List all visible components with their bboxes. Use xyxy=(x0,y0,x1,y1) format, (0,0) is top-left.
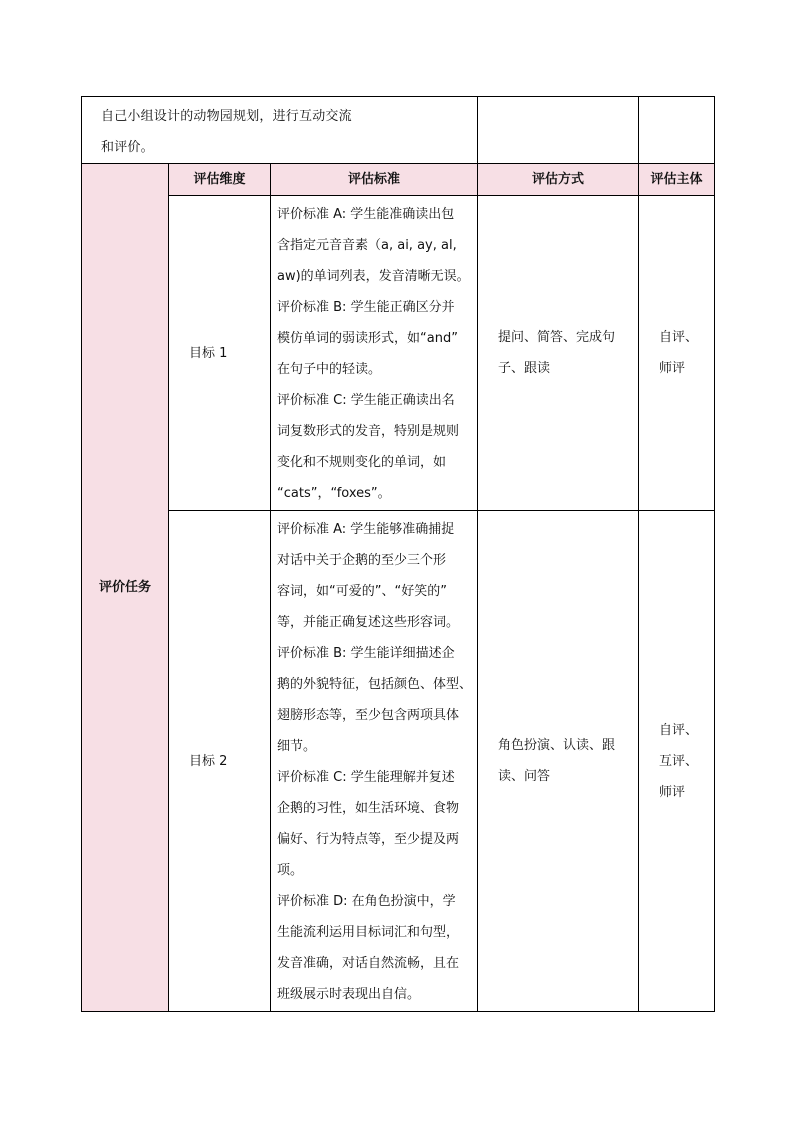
criteria-line: 企鹅的习性，如生活环境、食物 xyxy=(277,801,460,816)
subject-line: 师评 xyxy=(659,784,686,800)
criteria-line: 评价标准 A: 学生能准确读出包 xyxy=(277,207,455,222)
header-criteria: 评估标准 xyxy=(271,164,478,196)
section-label: 评价任务 xyxy=(82,164,169,1012)
criteria-line: aw)的单词列表，发音清晰无误。 xyxy=(277,269,470,284)
criteria-line: 评价标准 A: 学生能够准确捕捉 xyxy=(277,522,455,537)
goal-2-label: 目标 2 xyxy=(169,511,271,1012)
goal-row-2 xyxy=(82,511,715,1012)
criteria-line: 等，并能正确复述这些形容词。 xyxy=(277,615,460,630)
top-row-empty-cell-2 xyxy=(639,97,715,164)
criteria-line: 对话中关于企鹅的至少三个形 xyxy=(277,553,447,568)
criteria-line: 班级展示时表现出自信。 xyxy=(277,987,421,1002)
goal-1-label: 目标 1 xyxy=(169,196,271,511)
method-line: 子、跟读 xyxy=(498,361,551,376)
criteria-line: “cats”，“foxes”。 xyxy=(277,486,391,501)
criteria-line: 发音准确，对话自然流畅，且在 xyxy=(277,956,460,971)
criteria-line: 翅膀形态等，至少包含两项具体 xyxy=(277,708,460,723)
criteria-line: 词复数形式的发音，特别是规则 xyxy=(277,424,460,439)
criteria-line: 鹅的外貌特征，包括颜色、体型、 xyxy=(277,677,473,692)
top-row xyxy=(82,97,715,164)
criteria-line: 偏好、行为特点等，至少提及两 xyxy=(277,832,460,847)
criteria-line: 细节。 xyxy=(277,739,317,754)
criteria-line: 评价标准 B: 学生能正确区分并 xyxy=(277,300,455,315)
criteria-line: 评价标准 B: 学生能详细描述企 xyxy=(277,646,455,661)
goal-2-criteria xyxy=(271,511,478,1012)
method-line: 读、问答 xyxy=(498,769,551,784)
subject-line: 师评 xyxy=(659,361,686,376)
evaluation-table xyxy=(81,96,715,1012)
method-line: 提问、简答、完成句 xyxy=(498,330,616,345)
header-dimension: 评估维度 xyxy=(169,164,271,196)
criteria-line: 在句子中的轻读。 xyxy=(277,362,382,377)
criteria-line: 生能流利运用目标词汇和句型， xyxy=(277,925,460,940)
goal-2-method xyxy=(478,511,639,1012)
top-row-line-1: 自己小组设计的动物园规划，进行互动交流 xyxy=(101,109,352,124)
criteria-line: 评价标准 D: 在角色扮演中，学 xyxy=(277,894,456,909)
method-line: 角色扮演、认读、跟 xyxy=(498,738,616,753)
header-method: 评估方式 xyxy=(478,164,639,196)
criteria-line: 含指定元音音素（a, ai, ay, al, xyxy=(277,238,457,253)
goal-1-criteria xyxy=(271,196,478,511)
criteria-line: 评价标准 C: 学生能理解并复述 xyxy=(277,770,455,785)
goal-row-1 xyxy=(82,196,715,511)
criteria-line: 模仿单词的弱读形式，如“and” xyxy=(277,331,458,346)
header-subject: 评估主体 xyxy=(639,164,715,196)
goal-2-subject xyxy=(639,511,715,1012)
top-row-text-cell xyxy=(82,97,478,164)
header-row xyxy=(82,164,715,196)
subject-line: 自评、 xyxy=(659,722,699,738)
top-row-empty-cell-1 xyxy=(478,97,639,164)
top-row-line-2: 和评价。 xyxy=(101,140,154,155)
criteria-line: 评价标准 C: 学生能正确读出名 xyxy=(277,393,455,408)
criteria-line: 容词，如“可爱的”、“好笑的” xyxy=(277,584,447,599)
criteria-line: 变化和不规则变化的单词，如 xyxy=(277,455,447,470)
subject-line: 自评、 xyxy=(659,330,699,345)
goal-1-subject xyxy=(639,196,715,511)
subject-line: 互评、 xyxy=(659,753,699,769)
criteria-line: 项。 xyxy=(277,863,304,878)
goal-1-method xyxy=(478,196,639,511)
